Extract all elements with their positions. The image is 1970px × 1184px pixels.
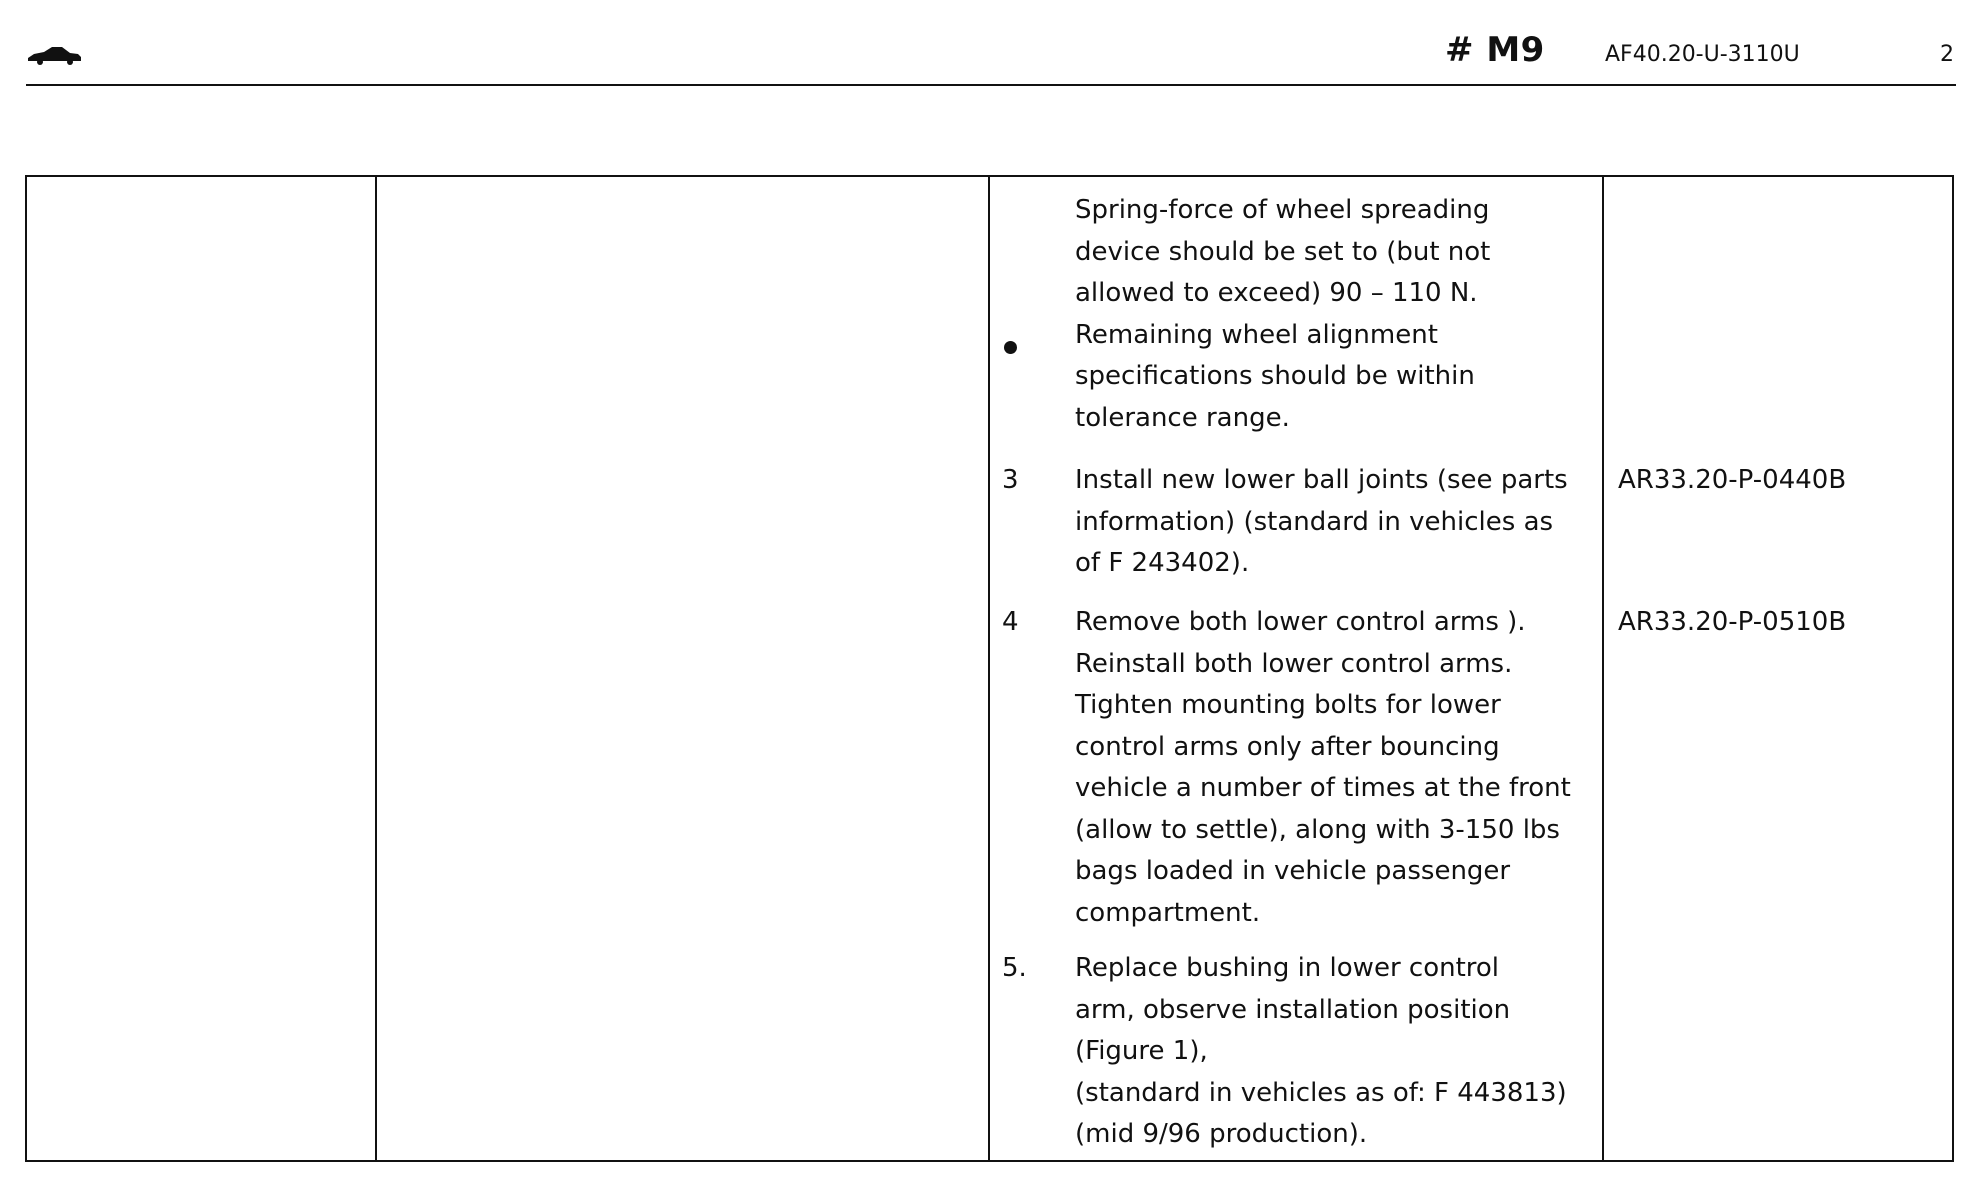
step-text: Spring-force of wheel spreading device should be set to (but not allowed to exceed) 90 – 110 N. <box>1075 195 1491 308</box>
document-code: # M9 <box>1445 30 1545 70</box>
bullet-icon <box>1004 341 1017 354</box>
table-column-empty-1 <box>27 177 377 1160</box>
document-reference-link[interactable]: AR33.20-P-0510B <box>1618 607 1847 637</box>
page-number: 2 <box>1940 42 1954 67</box>
column-divider <box>375 177 377 1160</box>
page-header <box>0 0 1970 90</box>
document-reference-link[interactable]: AR33.20-P-0440B <box>1618 465 1847 495</box>
step-number: 3 <box>1002 465 1019 495</box>
step-text: Remove both lower control arms ). Reinstall both lower control arms. Tighten mounting bolts for lower control arms only after bouncing vehicle a number of times at the front (allow to settle), along with 3-150 lbs bags loaded in vehicle passenger compartment. <box>1075 607 1571 928</box>
procedure-table <box>25 175 1954 1162</box>
column-divider <box>988 177 990 1160</box>
references-column <box>1606 177 1952 1160</box>
steps-column <box>992 177 1604 1160</box>
step-number: 5. <box>1002 953 1027 983</box>
step-text: Remaining wheel alignment specifications should be within tolerance range. <box>1075 319 1475 433</box>
document-reference: AF40.20-U-3110U <box>1605 42 1800 67</box>
header-divider <box>26 84 1956 86</box>
car-icon <box>26 44 82 66</box>
step-number: 4 <box>1002 607 1019 637</box>
step-text: Install new lower ball joints (see parts information) (standard in vehicles as of F 243402). <box>1075 465 1568 578</box>
table-column-empty-2 <box>379 177 989 1160</box>
step-text: Replace bushing in lower control arm, observe installation position (Figure 1), (standard in vehicles as of: F 443813) (mid 9/96 production). <box>1075 953 1567 1149</box>
